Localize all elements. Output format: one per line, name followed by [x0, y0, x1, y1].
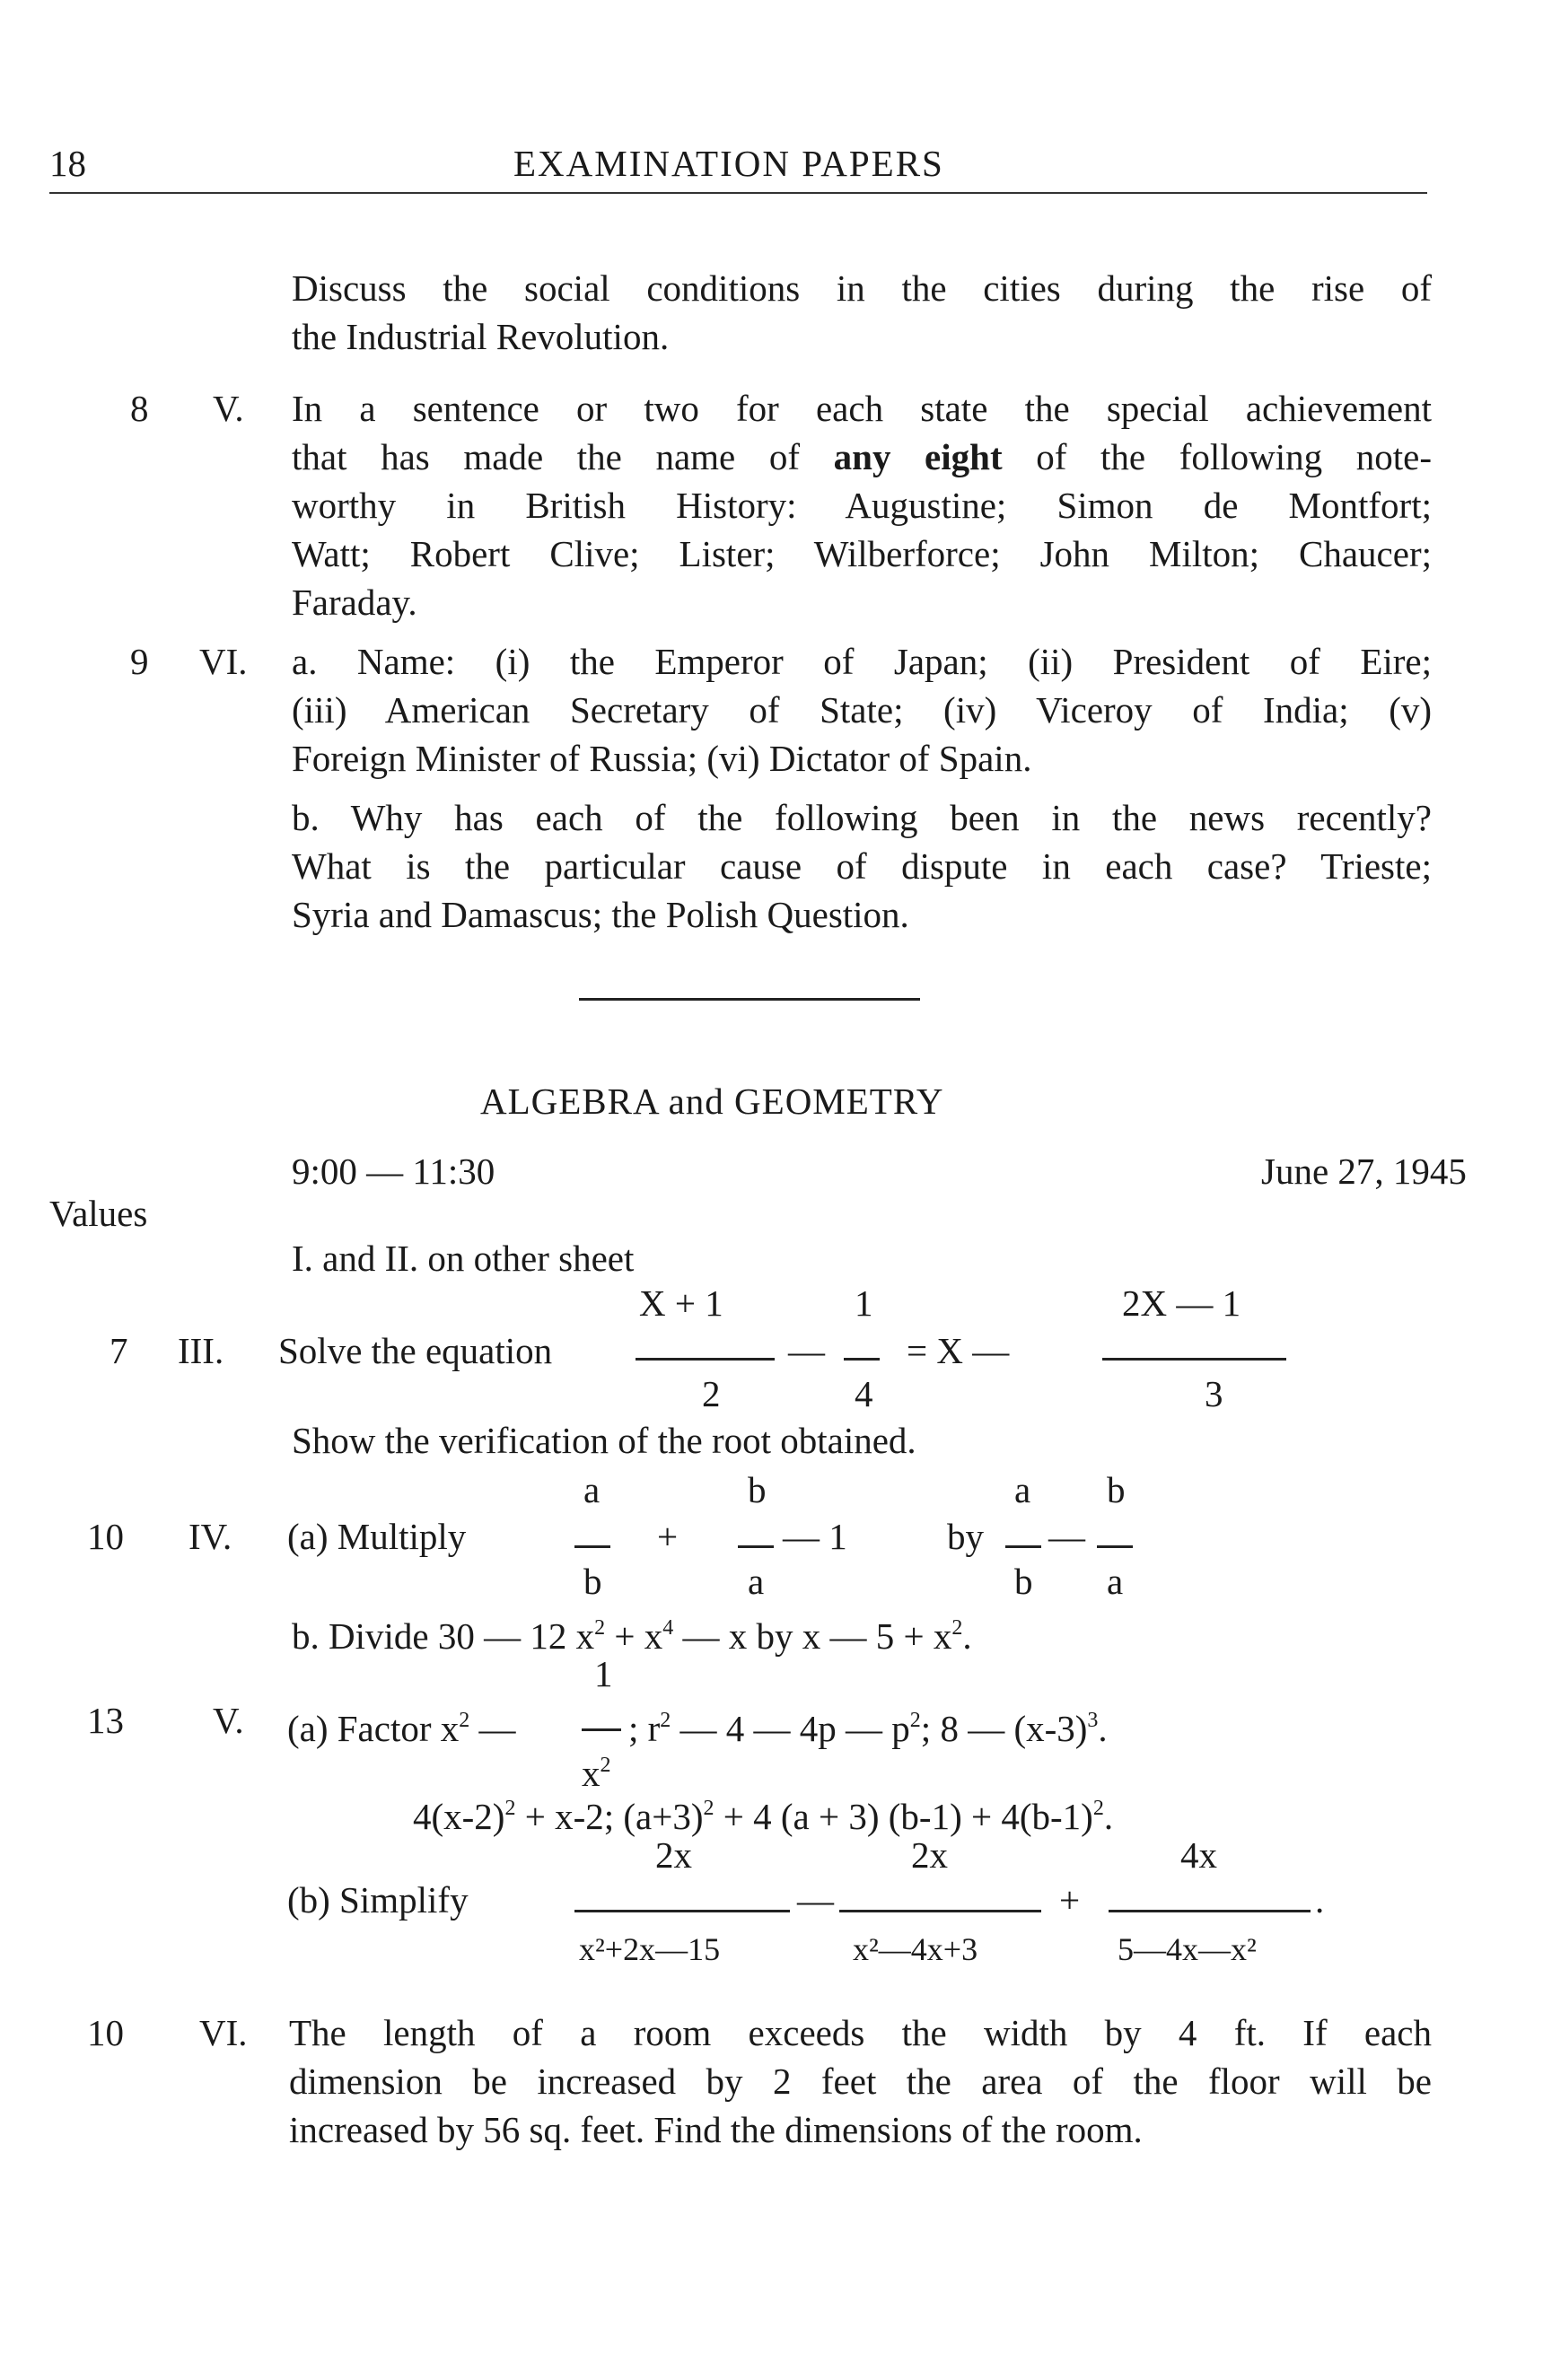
- running-title: EXAMINATION PAPERS: [513, 143, 944, 184]
- q5b-s3-den: 5—4x—x²: [1118, 1931, 1257, 1967]
- history-q6b: [292, 793, 1432, 939]
- q5b-s1-num: 2x: [655, 1834, 692, 1876]
- q5a-sup2: 2: [660, 1709, 671, 1732]
- q5a-frac-den-base: x: [582, 1753, 601, 1794]
- q3-mid: = X —: [907, 1330, 1010, 1371]
- q3-frac2-bar: [844, 1358, 880, 1361]
- q6a-line-2: (iii) American Secretary of State; (iv) Viceroy of India; (v): [292, 689, 1432, 731]
- q3-frac3-den: 3: [1205, 1373, 1223, 1414]
- q5a-rest-2: — 4 — 4p — p: [671, 1708, 910, 1749]
- q5a-a-label: (a) Factor x: [287, 1708, 460, 1749]
- q5a-l2-sup3: 2: [1092, 1797, 1104, 1820]
- q6-value: 9: [130, 641, 149, 682]
- q4-by: by: [947, 1516, 984, 1557]
- q5b-s1-bar: [574, 1910, 790, 1912]
- q3-frac1-bar: [636, 1358, 775, 1361]
- q6b-line-3: Syria and Damascus; the Polish Question.: [292, 894, 909, 935]
- values-label: Values: [49, 1193, 148, 1234]
- q4c-line-1: Discuss the social conditions in the cities during the rise of: [292, 267, 1432, 309]
- q6a-line-3: Foreign Minister of Russia; (vi) Dictator of Spain.: [292, 738, 1032, 779]
- q5a-rest-3: ; 8 — (x-3): [920, 1708, 1088, 1749]
- section-divider: [579, 998, 920, 1001]
- q4-b-text: [292, 1604, 972, 1660]
- exam-time: 9:00 — 11:30: [292, 1151, 495, 1192]
- q3-value: 7: [110, 1330, 128, 1371]
- q5a-rest-1: ; r: [628, 1708, 661, 1749]
- page-number: 18: [49, 143, 86, 184]
- q5a-frac-bar: [582, 1728, 621, 1731]
- q5a-a-rest: [628, 1696, 1108, 1753]
- q4-b-sup-2: 4: [662, 1616, 674, 1640]
- q4-b-sup-3: 2: [951, 1616, 963, 1640]
- q5a-l2-2: + x-2; (a+3): [515, 1796, 704, 1837]
- q5-line-2: [292, 433, 1432, 481]
- q4-minus-one: — 1: [783, 1516, 847, 1557]
- q4-f1-num: a: [583, 1469, 601, 1510]
- section-title: ALGEBRA and GEOMETRY: [480, 1081, 944, 1122]
- q4-minus: —: [1048, 1516, 1085, 1557]
- q4-f4-num: b: [1107, 1469, 1126, 1510]
- q6a-line-1: a. Name: (i) the Emperor of Japan; (ii) President of Eire;: [292, 641, 1432, 682]
- q4-f4-den: a: [1107, 1561, 1124, 1602]
- q6-numeral: VI.: [199, 641, 248, 682]
- q5b-end: .: [1315, 1879, 1325, 1921]
- q4-f3-bar: [1005, 1545, 1041, 1548]
- q5a-sup4: 3: [1087, 1709, 1099, 1732]
- q5b-plus: +: [1059, 1879, 1081, 1921]
- q5-value: 8: [130, 388, 149, 429]
- q5a-numeral: V.: [213, 1700, 244, 1741]
- q4-b-part-4: .: [962, 1615, 972, 1657]
- q3-minus: —: [788, 1330, 825, 1371]
- q3-frac3-num: 2X — 1: [1122, 1282, 1241, 1324]
- q4-f2-bar: [738, 1545, 774, 1548]
- exam-date: June 27, 1945: [1261, 1151, 1467, 1192]
- q4-f1-den: b: [583, 1561, 602, 1602]
- q4-b-part-3: — x by x — 5 + x: [673, 1615, 952, 1657]
- q6-line-3: increased by 56 sq. feet. Find the dimensions of the room.: [289, 2109, 1143, 2150]
- q5a-sup3: 2: [909, 1709, 921, 1732]
- q5a-l2-3: + 4 (a + 3) (b-1) + 4(b-1): [714, 1796, 1093, 1837]
- q5-line-3: worthy in British History: Augustine; Simon de Montfort;: [292, 485, 1432, 526]
- q5b-s2-num: 2x: [911, 1834, 948, 1876]
- history-q5: [292, 384, 1432, 626]
- q5-line-2-bold: any eight: [833, 436, 1003, 477]
- q5a-l2-sup2: 2: [703, 1797, 715, 1820]
- q6a-numeral: VI.: [199, 2012, 248, 2053]
- q3-frac1-den: 2: [702, 1373, 721, 1414]
- q4-f1-bar: [574, 1545, 610, 1548]
- q6b-line-1: b. Why has each of the following been in the news recently?: [292, 797, 1432, 838]
- algebra-q6: [289, 2008, 1432, 2154]
- q5-numeral: V.: [213, 388, 244, 429]
- other-sheet-note: I. and II. on other sheet: [292, 1238, 635, 1279]
- q4-value: 10: [87, 1516, 124, 1557]
- q5a-a-line-1: [287, 1696, 516, 1753]
- history-q4c: [292, 264, 1432, 361]
- q5b-s1-den: x²+2x—15: [579, 1931, 721, 1967]
- q5b-s2-bar: [839, 1910, 1041, 1912]
- q4-a-label: (a) Multiply: [287, 1516, 467, 1557]
- q4-f4-bar: [1097, 1545, 1133, 1548]
- q6a-value: 10: [87, 2012, 124, 2053]
- q5a-frac-num: 1: [594, 1653, 613, 1694]
- q3-verify: Show the verification of the root obtained.: [292, 1420, 916, 1461]
- q5a-l2-sup1: 2: [504, 1797, 516, 1820]
- q5a-a-line-2: [413, 1784, 1113, 1841]
- q5b-s3-bar: [1109, 1910, 1311, 1912]
- q5b-label: (b) Simplify: [287, 1879, 469, 1921]
- q5a-l2-1: 4(x-2): [413, 1796, 505, 1837]
- q4-f3-num: a: [1014, 1469, 1031, 1510]
- q5a-a-sup1: 2: [459, 1709, 470, 1732]
- q5a-frac-den-sup: 2: [600, 1754, 611, 1777]
- q5b-s3-num: 4x: [1180, 1834, 1217, 1876]
- q5a-l2-4: .: [1103, 1796, 1114, 1837]
- q3-frac2-den: 4: [855, 1373, 873, 1414]
- q4c-line-2: the Industrial Revolution.: [292, 316, 670, 357]
- q6-line-1: The length of a room exceeds the width by 4 ft. If each: [289, 2012, 1432, 2053]
- q5b-minus: —: [797, 1879, 834, 1921]
- q5-line-1: In a sentence or two for each state the special achievement: [292, 388, 1432, 429]
- q5a-value: 13: [87, 1700, 124, 1741]
- q5b-s2-den: x²—4x+3: [853, 1931, 978, 1967]
- q4-plus: +: [657, 1516, 679, 1557]
- q3-frac1-num: X + 1: [639, 1282, 723, 1324]
- q5a-a-frac-minus: —: [469, 1708, 516, 1749]
- q4-f2-den: a: [748, 1561, 765, 1602]
- q5a-rest-4: .: [1098, 1708, 1108, 1749]
- q4-b-part-2: + x: [605, 1615, 663, 1657]
- q4-b-sup-1: 2: [594, 1616, 606, 1640]
- q3-frac2-num: 1: [855, 1282, 873, 1324]
- q5-line-2-post: of the following note-: [1002, 436, 1432, 477]
- q4-b-part-1: b. Divide 30 — 12 x: [292, 1615, 595, 1657]
- q3-text: Solve the equation: [278, 1330, 553, 1371]
- q6b-line-2: What is the particular cause of dispute in each case? Trieste;: [292, 845, 1432, 887]
- q5-line-5: Faraday.: [292, 582, 417, 623]
- q5-line-4: Watt; Robert Clive; Lister; Wilberforce; John Milton; Chaucer;: [292, 533, 1432, 574]
- q3-frac3-bar: [1102, 1358, 1286, 1361]
- q4-f2-num: b: [748, 1469, 767, 1510]
- q6-line-2: dimension be increased by 2 feet the area of the floor will be: [289, 2061, 1432, 2102]
- header-rule: [49, 192, 1427, 194]
- q5-line-2-pre: that has made the name of: [292, 436, 834, 477]
- q4-f3-den: b: [1014, 1561, 1033, 1602]
- q4-numeral: IV.: [188, 1516, 232, 1557]
- history-q6a: [292, 637, 1432, 783]
- q3-numeral: III.: [178, 1330, 224, 1371]
